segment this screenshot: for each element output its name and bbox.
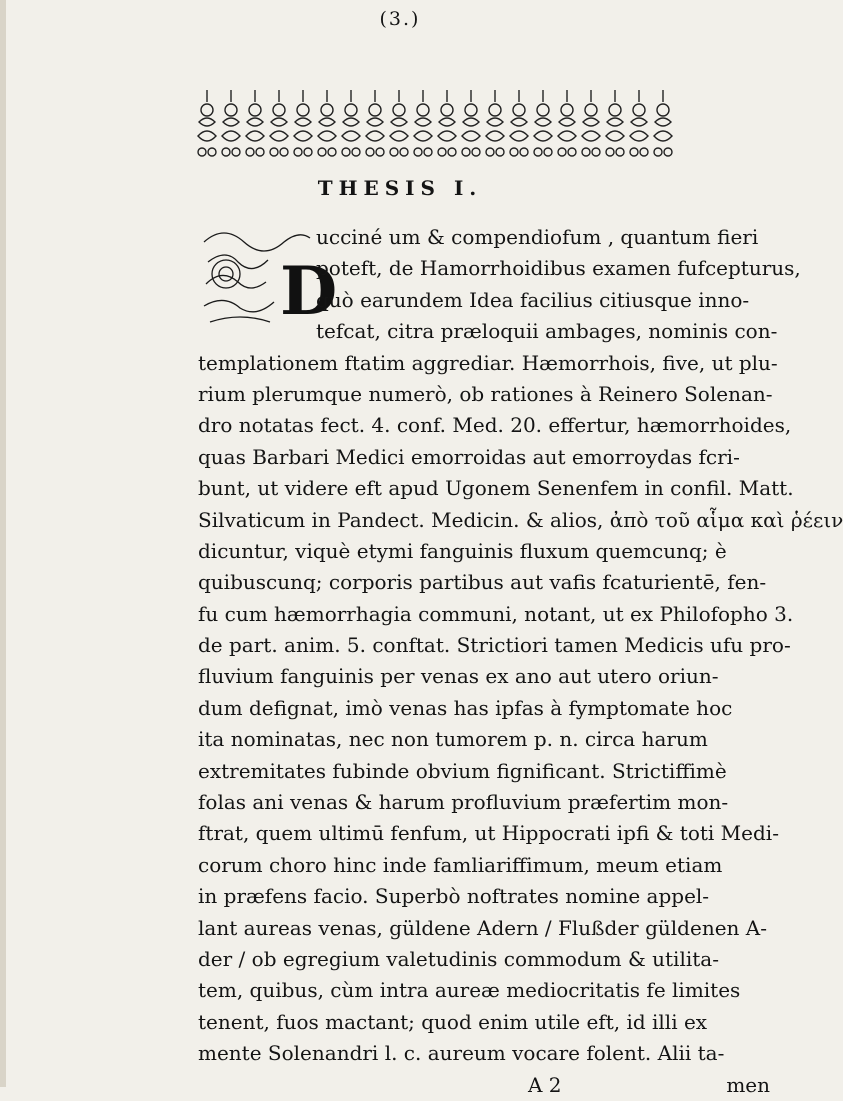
text-line: folas ani venas & harum profluvium præfertim mon- [198, 790, 729, 815]
text-line: poteft, de Hamorrhoidibus examen fufcepturus, [316, 256, 801, 281]
page-footer [198, 1070, 788, 1101]
text-line: quibuscunq; corporis partibus aut vafis fcaturientē, fen- [198, 570, 767, 595]
text-line: quò earundem Idea facilius citiusque inno- [316, 287, 750, 312]
text-line: fu cum hæmorrhagia communi, notant, ut ex Philofopho 3. [198, 601, 794, 626]
text-line: tenent, fuos mactant; quod enim utile eft, id illi ex [198, 1009, 708, 1034]
body-text [198, 222, 843, 1097]
text-line: ftrat, quem ultimū fenfum, ut Hippocrati ipfi & toti Medi- [198, 821, 779, 846]
text-line: dro notatas fect. 4. conf. Med. 20. effertur, hæmorrhoides, [198, 413, 792, 438]
text-line: dum defignat, imò venas has ipfas à fymptomate hoc [198, 695, 733, 720]
initial-letter: D [280, 252, 338, 330]
text-line: Silvaticum in Pandect. Medicin. & alios, ἀπὸ τοῦ αἷμα καὶ ῥέειν [198, 507, 843, 532]
text-line: extremitates fubinde obvium fignificant. Strictiffimè [198, 758, 727, 783]
text-line: tem, quibus, cùm intra aureæ mediocritatis fe limites [198, 978, 741, 1003]
text-line: dicuntur, viquè etymi fanguinis fluxum quemcunq; è [198, 538, 727, 563]
ornament-band [195, 88, 673, 168]
text-line: templationem ftatim aggrediar. Hæmorrhois, five, ut plu- [198, 350, 778, 375]
text-line: rium plerumque numerò, ob rationes à Reinero Solenan- [198, 381, 773, 406]
page-edge [0, 0, 6, 1087]
text-line: bunt, ut videre eft apud Ugonem Senenfem in confil. Matt. [198, 476, 794, 501]
text-line: lant aureas venas, güldene Adern / Flußder güldenen A- [198, 915, 767, 940]
text-line: quas Barbari Medici emorroidas aut emorroydas fcri- [198, 444, 740, 469]
text-line: corum choro hinc inde famliariffimum, meum etiam [198, 852, 723, 877]
text-line: de part. anim. 5. conftat. Strictiori tamen Medicis ufu pro- [198, 633, 791, 658]
text-line: der / ob egregium valetudinis commodum & utilita- [198, 946, 719, 971]
catchword: men [726, 1072, 770, 1097]
page-number: (3.) [379, 8, 421, 30]
text-line: ucciné um & compendiofum , quantum fieri [316, 225, 759, 249]
text-line: fluvium fanguinis per venas ex ano aut utero oriun- [198, 664, 719, 689]
text-line: tefcat, citra præloquii ambages, nominis con- [316, 319, 778, 344]
thesis-heading: THESIS I. [317, 176, 483, 200]
text-line: mente Solenandri l. c. aureum vocare folent. Alii ta- [198, 1041, 725, 1066]
text-line: ita nominatas, nec non tumorem p. n. circa harum [198, 727, 708, 752]
text-line: in præfens facio. Superbò noftrates nomine appel- [198, 884, 710, 909]
signature-mark: A 2 [528, 1072, 562, 1097]
